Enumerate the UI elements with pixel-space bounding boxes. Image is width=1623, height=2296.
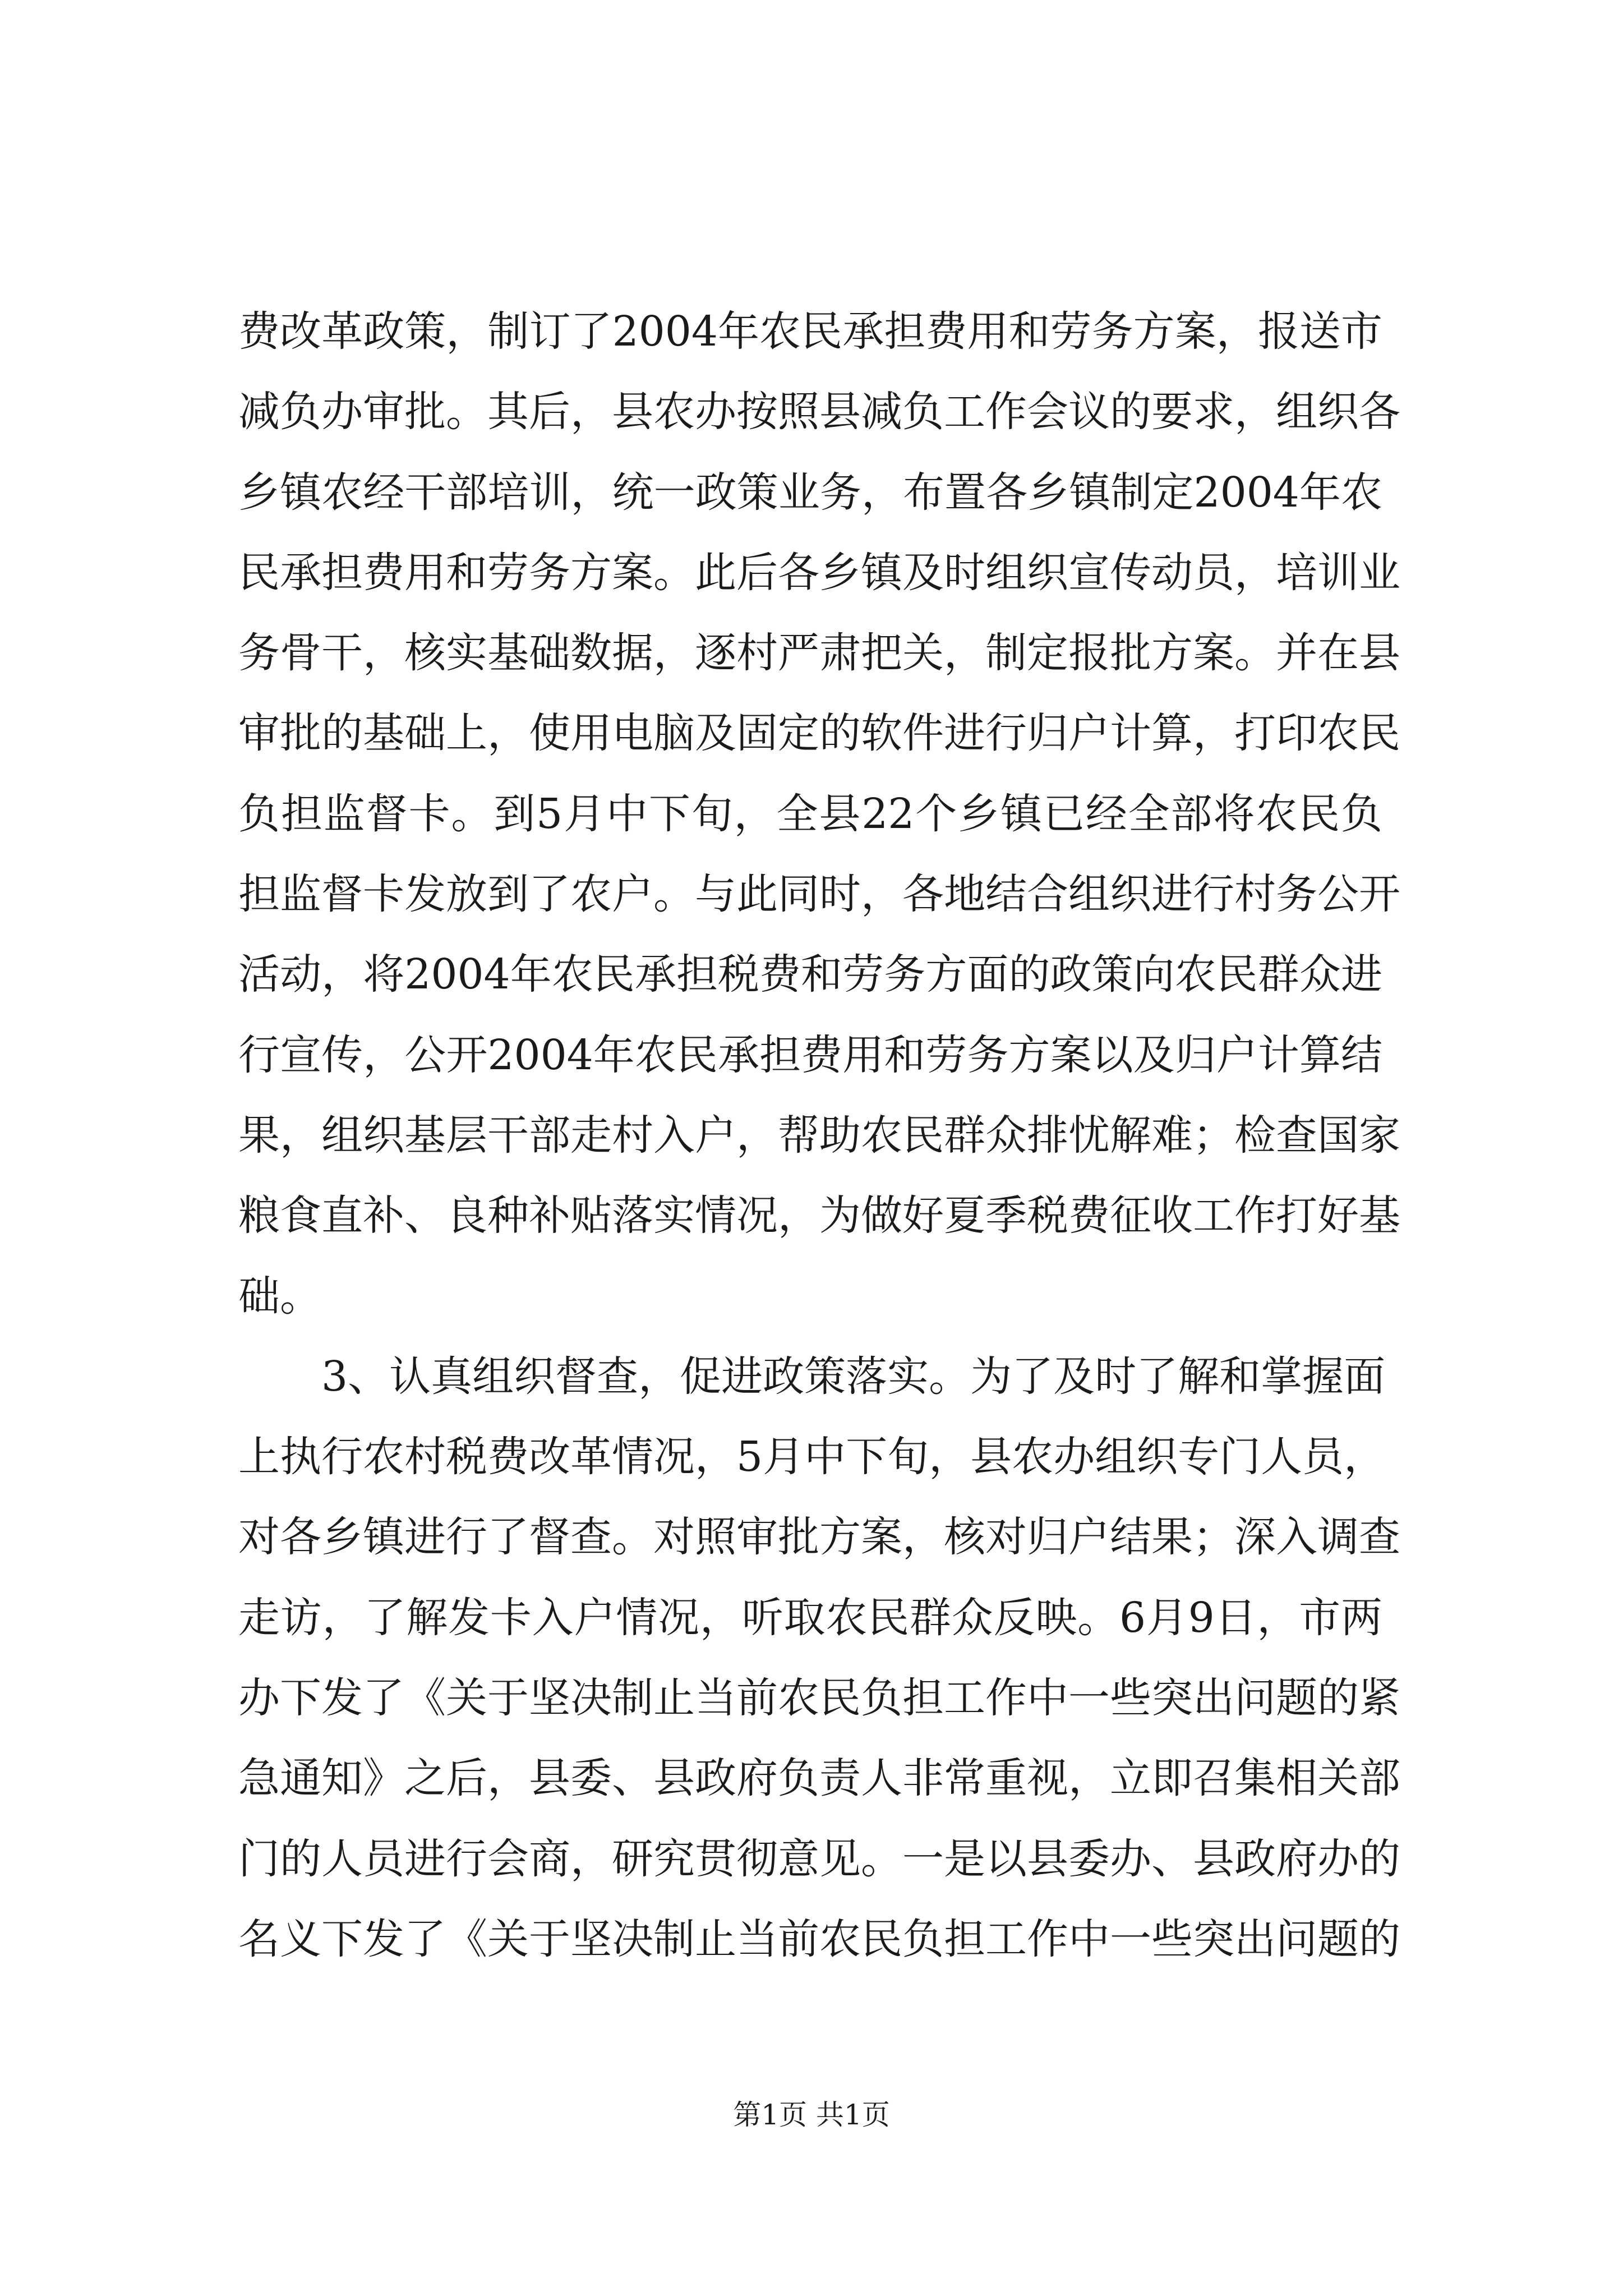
text-line: 乡镇农经干部培训，统一政策业务，布置各乡镇制定2004年农 (238, 468, 1382, 517)
text-line: 门的人员进行会商，研究贯彻意见。一是以县委办、县政府办的 (238, 1834, 1400, 1883)
text-line: 民承担费用和劳务方案。此后各乡镇及时组织宣传动员，培训业 (238, 548, 1400, 597)
text-line: 3、认真组织督查，促进政策落实。为了及时了解和掌握面 (238, 1352, 1386, 1401)
text-line: 急通知》之后，县委、县政府负责人非常重视，立即召集相关部 (238, 1754, 1400, 1803)
text-line: 担监督卡发放到了农户。与此同时，各地结合组织进行村务公开 (238, 870, 1400, 919)
text-line: 上执行农村税费改革情况，5月中下旬，县农办组织专门人员， (238, 1433, 1386, 1481)
text-line: 办下发了《关于坚决制止当前农民负担工作中一些突出问题的紧 (238, 1674, 1400, 1723)
text-line: 果，组织基层干部走村入户，帮助农民群众排忧解难；检查国家 (238, 1111, 1400, 1159)
text-line: 减负办审批。其后，县农办按照县减负工作会议的要求，组织各 (238, 388, 1400, 436)
text-line: 负担监督卡。到5月中下旬，全县22个乡镇已经全部将农民负 (238, 789, 1382, 838)
body-text (238, 292, 1400, 1980)
text-line: 础。 (238, 1272, 321, 1320)
text-line: 行宣传，公开2004年农民承担费用和劳务方案以及归户计算结 (238, 1030, 1382, 1079)
text-line: 名义下发了《关于坚决制止当前农民负担工作中一些突出问题的 (238, 1915, 1400, 1963)
text-line: 走访，了解发卡入户情况，听取农民群众反映。6月9日，市两 (238, 1593, 1382, 1642)
text-line: 务骨干，核实基础数据，逐村严肃把关，制定报批方案。并在县 (238, 629, 1400, 678)
text-line: 活动，将2004年农民承担税费和劳务方面的政策向农民群众进 (238, 950, 1382, 999)
page-footer: 第1页 共1页 (733, 2099, 890, 2131)
text-line: 审批的基础上，使用电脑及固定的软件进行归户计算，打印农民 (238, 709, 1400, 758)
text-line: 费改革政策，制订了2004年农民承担费用和劳务方案，报送市 (238, 307, 1382, 356)
text-line: 粮食直补、良种补贴落实情况，为做好夏季税费征收工作打好基 (238, 1191, 1400, 1240)
text-line: 对各乡镇进行了督查。对照审批方案，核对归户结果；深入调查 (238, 1513, 1400, 1562)
